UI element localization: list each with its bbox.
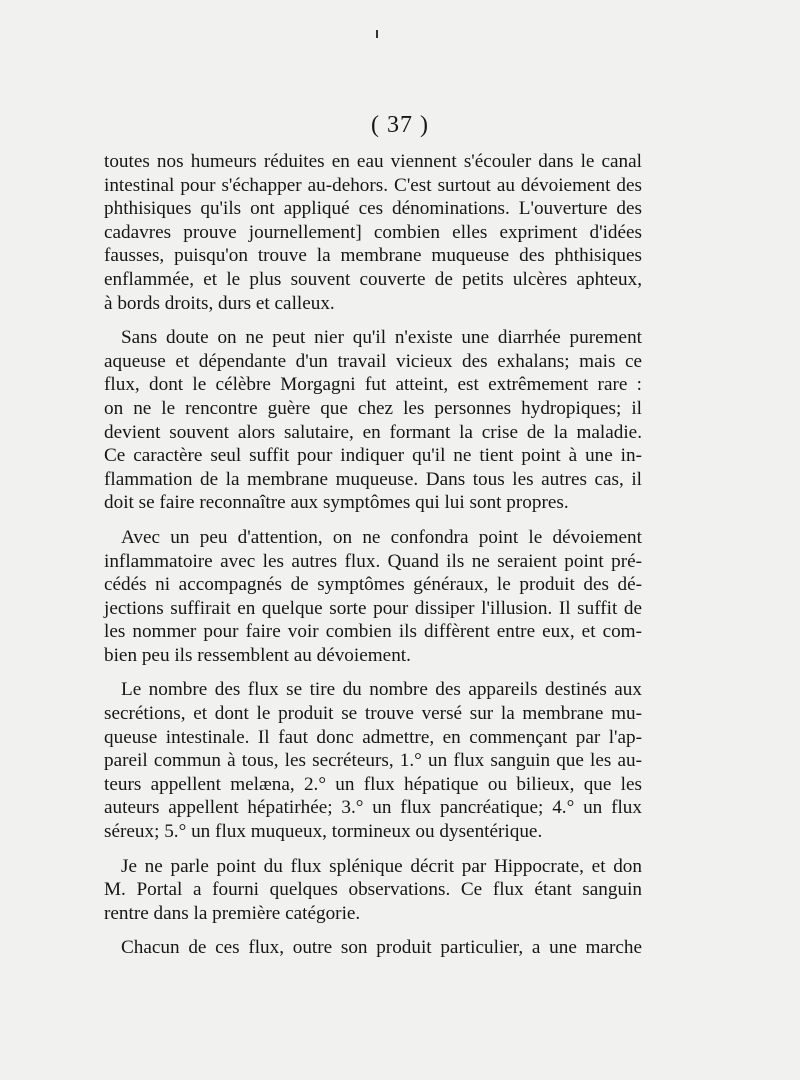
text-line: queuse intestinale. Il faut donc admettre, en commençant par l'ap-	[104, 726, 642, 748]
text-line: enflammée, et le plus souvent couverte de petits ulcères aphteux,	[104, 268, 642, 290]
text-line: teurs appellent melæna, 2.° un flux hépatique ou bilieux, que les	[104, 773, 642, 795]
text-line: Le nombre des flux se tire du nombre des appareils destinés aux	[121, 679, 642, 701]
body-text	[104, 150, 642, 971]
text-line: les nommer pour faire voir combien ils diffèrent entre eux, et com-	[104, 621, 642, 643]
text-line: phthisiques qu'ils ont appliqué ces dénominations. L'ouverture des	[104, 198, 642, 220]
text-line: Sans doute on ne peut nier qu'il n'existe une diarrhée purement	[121, 327, 642, 349]
text-line: inflammatoire avec les autres flux. Quand ils ne seraient point pré-	[104, 550, 642, 572]
text-line: auteurs appellent hépatirhée; 3.° un flux pancréatique; 4.° un flux	[104, 797, 642, 819]
text-line: toutes nos humeurs réduites en eau viennent s'écouler dans le canal	[104, 151, 642, 172]
paragraph-5	[104, 855, 642, 926]
text-line: on ne le rencontre guère que chez les personnes hydropiques; il	[104, 397, 642, 419]
text-line: secrétions, et dont le produit se trouve versé sur la membrane mu-	[104, 703, 642, 725]
text-line: cédés ni accompagnés de symptômes généraux, le produit des dé-	[104, 574, 642, 596]
text-line: flux, dont le célèbre Morgagni fut atteint, est extrêmement rare :	[104, 374, 642, 396]
text-line: Je ne parle point du flux splénique décrit par Hippocrate, et don	[121, 855, 642, 877]
text-line: Ce caractère seul suffit pour indiquer qu'il ne tient point à une in-	[104, 445, 642, 467]
text-line: fausses, puisqu'on trouve la membrane muqueuse des phthisiques	[104, 245, 642, 267]
text-line: flammation de la membrane muqueuse. Dans tous les autres cas, il	[104, 468, 642, 490]
text-line: aqueuse et dépendante d'un travail vicieux des exhalans; mais ce	[104, 350, 642, 372]
text-line: bien peu ils ressemblent au dévoiement.	[104, 644, 411, 666]
paragraph-4	[104, 678, 642, 843]
text-line: devient souvent alors salutaire, en formant la crise de la maladie.	[104, 421, 642, 443]
text-line: à bords droits, durs et calleux.	[104, 292, 335, 314]
page-number: ( 37 )	[371, 112, 429, 138]
paragraph-2	[104, 326, 642, 515]
text-line: cadavres prouve journellement] combien elles expriment d'idées	[104, 221, 642, 243]
paragraph-3	[104, 526, 642, 668]
paragraph-1	[104, 150, 642, 315]
text-line: rentre dans la première catégorie.	[104, 902, 361, 924]
text-line: doit se faire reconnaître aux symptômes qui lui sont propres.	[104, 492, 569, 514]
paragraph-6	[104, 936, 642, 960]
text-line: séreux; 5.° un flux muqueux, tormineux ou dysentérique.	[104, 821, 543, 843]
text-line: M. Portal a fourni quelques observations. Ce flux étant sanguin	[104, 879, 642, 901]
text-line: pareil commun à tous, les secréteurs, 1.° un flux sanguin que les au-	[104, 750, 642, 772]
text-line: intestinal pour s'échapper au-dehors. C'est surtout au dévoiement des	[104, 174, 642, 196]
ink-speck	[376, 30, 378, 38]
text-line: Avec un peu d'attention, on ne confondra point le dévoiement	[121, 526, 642, 548]
text-line: jections suffirait en quelque sorte pour dissiper l'illusion. Il suffit de	[104, 597, 642, 619]
text-line: Chacun de ces flux, outre son produit particulier, a une marche	[121, 937, 642, 959]
